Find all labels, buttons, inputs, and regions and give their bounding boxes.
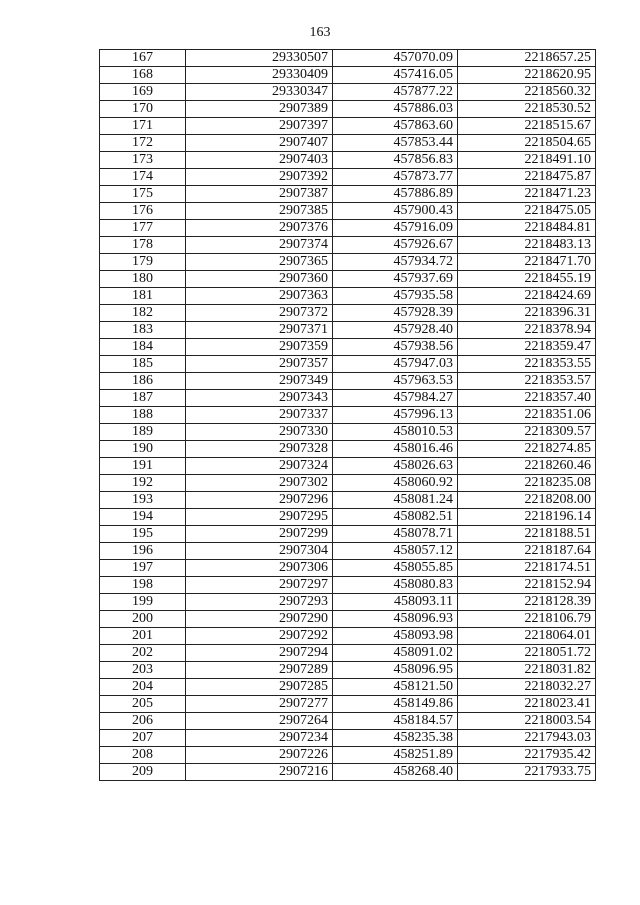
table-row (100, 509, 596, 526)
row-number-cell: 190 (100, 441, 186, 458)
row-number-cell: 176 (100, 203, 186, 220)
y-coordinate-cell: 2218475.87 (458, 169, 596, 186)
x-coordinate-cell: 457935.58 (333, 288, 458, 305)
x-coordinate-cell: 457926.67 (333, 237, 458, 254)
row-number-cell: 179 (100, 254, 186, 271)
x-coordinate-cell: 458057.12 (333, 543, 458, 560)
y-coordinate-cell: 2218152.94 (458, 577, 596, 594)
point-id-cell: 2907374 (186, 237, 333, 254)
table-row (100, 628, 596, 645)
row-number-cell: 173 (100, 152, 186, 169)
table-row (100, 441, 596, 458)
y-coordinate-cell: 2218106.79 (458, 611, 596, 628)
point-id-cell: 2907359 (186, 339, 333, 356)
row-number-cell: 209 (100, 764, 186, 781)
y-coordinate-cell: 2218174.51 (458, 560, 596, 577)
row-number-cell: 202 (100, 645, 186, 662)
y-coordinate-cell: 2218274.85 (458, 441, 596, 458)
x-coordinate-cell: 457928.39 (333, 305, 458, 322)
x-coordinate-cell: 458096.93 (333, 611, 458, 628)
y-coordinate-cell: 2217943.03 (458, 730, 596, 747)
y-coordinate-cell: 2218515.67 (458, 118, 596, 135)
x-coordinate-cell: 457928.40 (333, 322, 458, 339)
row-number-cell: 174 (100, 169, 186, 186)
x-coordinate-cell: 457877.22 (333, 84, 458, 101)
table-row (100, 356, 596, 373)
y-coordinate-cell: 2218188.51 (458, 526, 596, 543)
table-row (100, 543, 596, 560)
table-row (100, 662, 596, 679)
y-coordinate-cell: 2218187.64 (458, 543, 596, 560)
x-coordinate-cell: 457963.53 (333, 373, 458, 390)
x-coordinate-cell: 458251.89 (333, 747, 458, 764)
point-id-cell: 2907357 (186, 356, 333, 373)
y-coordinate-cell: 2218483.13 (458, 237, 596, 254)
x-coordinate-cell: 458149.86 (333, 696, 458, 713)
row-number-cell: 201 (100, 628, 186, 645)
row-number-cell: 170 (100, 101, 186, 118)
row-number-cell: 198 (100, 577, 186, 594)
row-number-cell: 205 (100, 696, 186, 713)
x-coordinate-cell: 457886.89 (333, 186, 458, 203)
y-coordinate-cell: 2218003.54 (458, 713, 596, 730)
point-id-cell: 2907387 (186, 186, 333, 203)
row-number-cell: 203 (100, 662, 186, 679)
row-number-cell: 184 (100, 339, 186, 356)
table-row (100, 373, 596, 390)
point-id-cell: 2907277 (186, 696, 333, 713)
row-number-cell: 182 (100, 305, 186, 322)
point-id-cell: 2907407 (186, 135, 333, 152)
x-coordinate-cell: 457984.27 (333, 390, 458, 407)
row-number-cell: 171 (100, 118, 186, 135)
row-number-cell: 186 (100, 373, 186, 390)
y-coordinate-cell: 2218424.69 (458, 288, 596, 305)
point-id-cell: 2907328 (186, 441, 333, 458)
point-id-cell: 29330507 (186, 50, 333, 67)
y-coordinate-cell: 2218196.14 (458, 509, 596, 526)
table-row (100, 203, 596, 220)
y-coordinate-cell: 2218353.57 (458, 373, 596, 390)
table-row (100, 186, 596, 203)
y-coordinate-cell: 2218471.70 (458, 254, 596, 271)
x-coordinate-cell: 458060.92 (333, 475, 458, 492)
table-row (100, 339, 596, 356)
point-id-cell: 2907289 (186, 662, 333, 679)
y-coordinate-cell: 2218357.40 (458, 390, 596, 407)
table-row (100, 424, 596, 441)
point-id-cell: 29330409 (186, 67, 333, 84)
table-row (100, 237, 596, 254)
row-number-cell: 189 (100, 424, 186, 441)
x-coordinate-cell: 458055.85 (333, 560, 458, 577)
table-row (100, 458, 596, 475)
row-number-cell: 194 (100, 509, 186, 526)
y-coordinate-cell: 2218128.39 (458, 594, 596, 611)
table-row (100, 611, 596, 628)
point-id-cell: 2907389 (186, 101, 333, 118)
y-coordinate-cell: 2218032.27 (458, 679, 596, 696)
x-coordinate-cell: 458184.57 (333, 713, 458, 730)
y-coordinate-cell: 2218309.57 (458, 424, 596, 441)
point-id-cell: 2907297 (186, 577, 333, 594)
x-coordinate-cell: 457863.60 (333, 118, 458, 135)
row-number-cell: 196 (100, 543, 186, 560)
table-body (100, 50, 596, 781)
point-id-cell: 2907234 (186, 730, 333, 747)
row-number-cell: 192 (100, 475, 186, 492)
y-coordinate-cell: 2218560.32 (458, 84, 596, 101)
table-row (100, 407, 596, 424)
x-coordinate-cell: 458235.38 (333, 730, 458, 747)
row-number-cell: 169 (100, 84, 186, 101)
point-id-cell: 2907306 (186, 560, 333, 577)
point-id-cell: 2907292 (186, 628, 333, 645)
x-coordinate-cell: 458121.50 (333, 679, 458, 696)
table-row (100, 322, 596, 339)
y-coordinate-cell: 2218471.23 (458, 186, 596, 203)
table-row (100, 577, 596, 594)
y-coordinate-cell: 2218235.08 (458, 475, 596, 492)
point-id-cell: 2907360 (186, 271, 333, 288)
row-number-cell: 195 (100, 526, 186, 543)
y-coordinate-cell: 2218359.47 (458, 339, 596, 356)
table-row (100, 305, 596, 322)
page-number: 163 (309, 25, 331, 40)
y-coordinate-cell: 2218455.19 (458, 271, 596, 288)
x-coordinate-cell: 457886.03 (333, 101, 458, 118)
x-coordinate-cell: 458016.46 (333, 441, 458, 458)
point-id-cell: 2907372 (186, 305, 333, 322)
point-id-cell: 2907264 (186, 713, 333, 730)
x-coordinate-cell: 458091.02 (333, 645, 458, 662)
x-coordinate-cell: 458082.51 (333, 509, 458, 526)
table-row (100, 271, 596, 288)
point-id-cell: 2907226 (186, 747, 333, 764)
point-id-cell: 2907392 (186, 169, 333, 186)
point-id-cell: 2907324 (186, 458, 333, 475)
y-coordinate-cell: 2218260.46 (458, 458, 596, 475)
y-coordinate-cell: 2218620.95 (458, 67, 596, 84)
table-row (100, 713, 596, 730)
y-coordinate-cell: 2218530.52 (458, 101, 596, 118)
table-row (100, 390, 596, 407)
y-coordinate-cell: 2218657.25 (458, 50, 596, 67)
table-row (100, 50, 596, 67)
table-row (100, 254, 596, 271)
x-coordinate-cell: 457947.03 (333, 356, 458, 373)
point-id-cell: 2907385 (186, 203, 333, 220)
table-row (100, 526, 596, 543)
y-coordinate-cell: 2218031.82 (458, 662, 596, 679)
row-number-cell: 167 (100, 50, 186, 67)
point-id-cell: 2907397 (186, 118, 333, 135)
row-number-cell: 183 (100, 322, 186, 339)
row-number-cell: 187 (100, 390, 186, 407)
point-id-cell: 2907403 (186, 152, 333, 169)
point-id-cell: 29330347 (186, 84, 333, 101)
x-coordinate-cell: 458093.11 (333, 594, 458, 611)
row-number-cell: 204 (100, 679, 186, 696)
row-number-cell: 180 (100, 271, 186, 288)
row-number-cell: 177 (100, 220, 186, 237)
y-coordinate-cell: 2218491.10 (458, 152, 596, 169)
table-row (100, 645, 596, 662)
point-id-cell: 2907293 (186, 594, 333, 611)
x-coordinate-cell: 458026.63 (333, 458, 458, 475)
x-coordinate-cell: 457853.44 (333, 135, 458, 152)
table-row (100, 101, 596, 118)
table-row (100, 747, 596, 764)
y-coordinate-cell: 2217935.42 (458, 747, 596, 764)
x-coordinate-cell: 458010.53 (333, 424, 458, 441)
point-id-cell: 2907363 (186, 288, 333, 305)
table-row (100, 730, 596, 747)
y-coordinate-cell: 2218351.06 (458, 407, 596, 424)
point-id-cell: 2907376 (186, 220, 333, 237)
table-row (100, 169, 596, 186)
x-coordinate-cell: 458096.95 (333, 662, 458, 679)
table-row (100, 152, 596, 169)
y-coordinate-cell: 2218064.01 (458, 628, 596, 645)
point-id-cell: 2907302 (186, 475, 333, 492)
y-coordinate-cell: 2218484.81 (458, 220, 596, 237)
point-id-cell: 2907299 (186, 526, 333, 543)
x-coordinate-cell: 457996.13 (333, 407, 458, 424)
row-number-cell: 200 (100, 611, 186, 628)
y-coordinate-cell: 2218208.00 (458, 492, 596, 509)
table-row (100, 135, 596, 152)
row-number-cell: 185 (100, 356, 186, 373)
y-coordinate-cell: 2218504.65 (458, 135, 596, 152)
row-number-cell: 208 (100, 747, 186, 764)
x-coordinate-cell: 457070.09 (333, 50, 458, 67)
x-coordinate-cell: 457934.72 (333, 254, 458, 271)
x-coordinate-cell: 458268.40 (333, 764, 458, 781)
point-id-cell: 2907330 (186, 424, 333, 441)
y-coordinate-cell: 2218051.72 (458, 645, 596, 662)
point-id-cell: 2907304 (186, 543, 333, 560)
table-row (100, 679, 596, 696)
row-number-cell: 181 (100, 288, 186, 305)
row-number-cell: 199 (100, 594, 186, 611)
row-number-cell: 175 (100, 186, 186, 203)
point-id-cell: 2907295 (186, 509, 333, 526)
table-row (100, 764, 596, 781)
table-row (100, 696, 596, 713)
table-row (100, 84, 596, 101)
row-number-cell: 193 (100, 492, 186, 509)
y-coordinate-cell: 2218378.94 (458, 322, 596, 339)
x-coordinate-cell: 457416.05 (333, 67, 458, 84)
row-number-cell: 206 (100, 713, 186, 730)
y-coordinate-cell: 2218396.31 (458, 305, 596, 322)
x-coordinate-cell: 457937.69 (333, 271, 458, 288)
point-id-cell: 2907296 (186, 492, 333, 509)
table-row (100, 288, 596, 305)
row-number-cell: 172 (100, 135, 186, 152)
y-coordinate-cell: 2217933.75 (458, 764, 596, 781)
point-id-cell: 2907371 (186, 322, 333, 339)
x-coordinate-cell: 457900.43 (333, 203, 458, 220)
point-id-cell: 2907349 (186, 373, 333, 390)
x-coordinate-cell: 457856.83 (333, 152, 458, 169)
row-number-cell: 197 (100, 560, 186, 577)
x-coordinate-cell: 458078.71 (333, 526, 458, 543)
x-coordinate-cell: 458093.98 (333, 628, 458, 645)
point-id-cell: 2907337 (186, 407, 333, 424)
table-row (100, 475, 596, 492)
y-coordinate-cell: 2218023.41 (458, 696, 596, 713)
row-number-cell: 207 (100, 730, 186, 747)
row-number-cell: 178 (100, 237, 186, 254)
row-number-cell: 168 (100, 67, 186, 84)
table-row (100, 220, 596, 237)
row-number-cell: 191 (100, 458, 186, 475)
x-coordinate-cell: 458080.83 (333, 577, 458, 594)
x-coordinate-cell: 457873.77 (333, 169, 458, 186)
coordinates-table (99, 49, 596, 781)
point-id-cell: 2907216 (186, 764, 333, 781)
table-row (100, 594, 596, 611)
point-id-cell: 2907343 (186, 390, 333, 407)
x-coordinate-cell: 458081.24 (333, 492, 458, 509)
point-id-cell: 2907294 (186, 645, 333, 662)
x-coordinate-cell: 457938.56 (333, 339, 458, 356)
table-row (100, 67, 596, 84)
y-coordinate-cell: 2218353.55 (458, 356, 596, 373)
table-row (100, 560, 596, 577)
point-id-cell: 2907365 (186, 254, 333, 271)
x-coordinate-cell: 457916.09 (333, 220, 458, 237)
table-row (100, 118, 596, 135)
table-row (100, 492, 596, 509)
point-id-cell: 2907290 (186, 611, 333, 628)
y-coordinate-cell: 2218475.05 (458, 203, 596, 220)
point-id-cell: 2907285 (186, 679, 333, 696)
row-number-cell: 188 (100, 407, 186, 424)
